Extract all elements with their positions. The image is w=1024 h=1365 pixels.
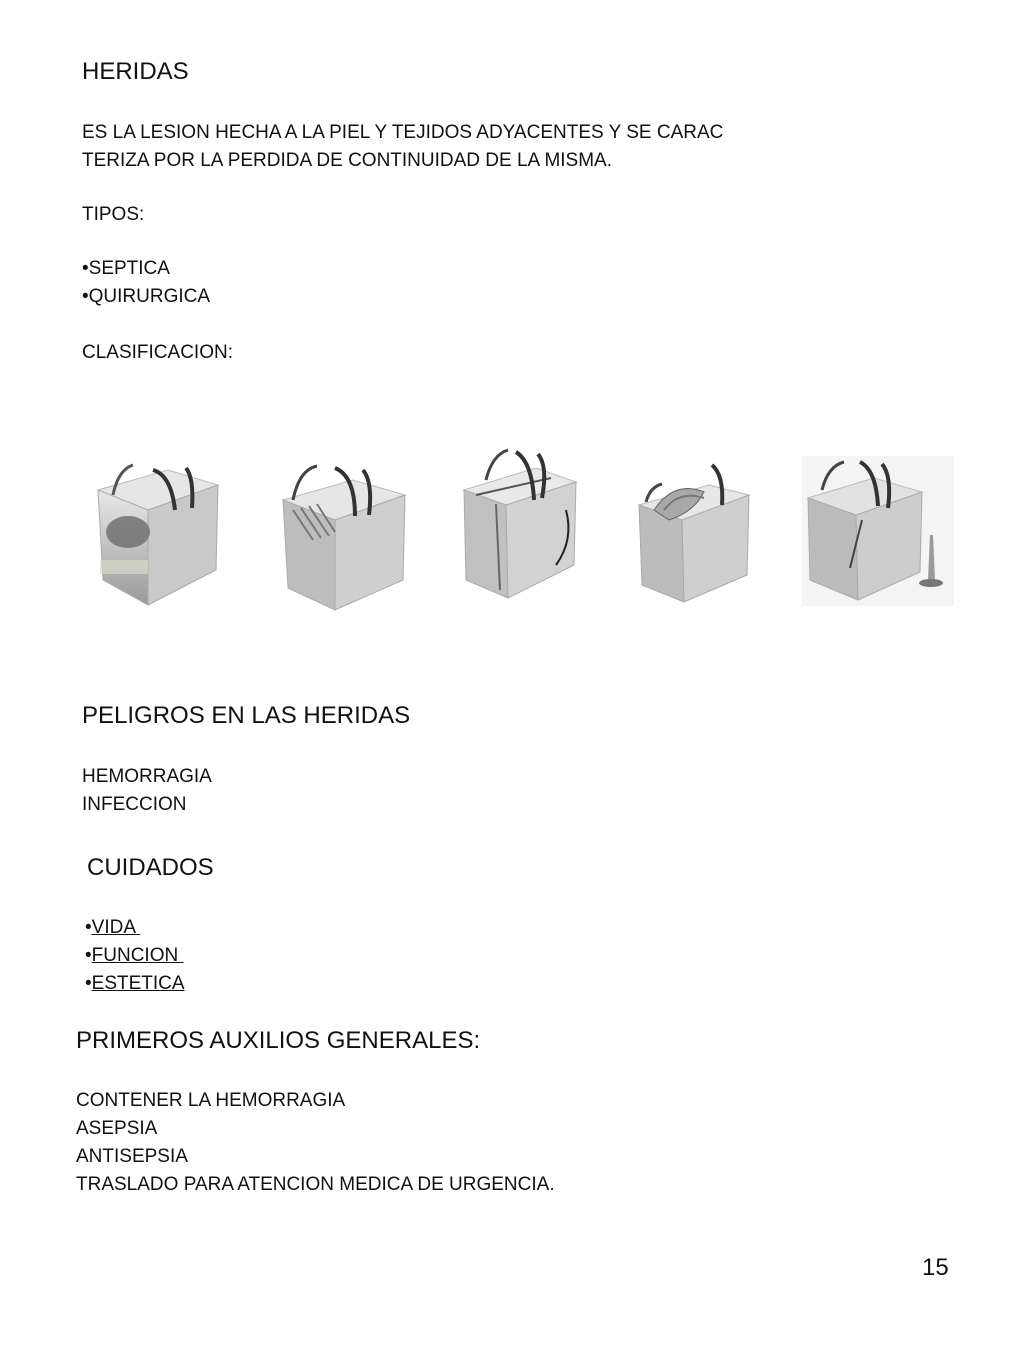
types-label: TIPOS: — [82, 204, 145, 225]
definition-text — [82, 119, 723, 175]
list-item: •ESTETICA — [85, 973, 185, 994]
page-number: 15 — [922, 1254, 949, 1281]
section-title-peligros: PELIGROS EN LAS HERIDAS — [82, 702, 411, 729]
section-title-heridas: HERIDAS — [82, 58, 189, 85]
list-item: ANTISEPSIA — [76, 1146, 188, 1167]
list-item-label: ESTETICA — [91, 973, 185, 994]
cuidados-list — [85, 914, 185, 998]
list-item: CONTENER LA HEMORRAGIA — [76, 1090, 346, 1111]
classification-label: CLASIFICACION: — [82, 342, 233, 363]
list-item: •SEPTICA — [82, 258, 170, 279]
primeros-auxilios-list — [76, 1087, 555, 1199]
list-item: INFECCION — [82, 794, 187, 815]
list-item: •VIDA — [85, 917, 141, 938]
skin-laceration-wound-icon — [273, 440, 433, 620]
types-list — [82, 255, 210, 311]
skin-avulsion-wound-icon — [634, 440, 794, 620]
wound-figures-row — [88, 440, 968, 620]
list-item: HEMORRAGIA — [82, 766, 212, 787]
list-item: •FUNCION — [85, 945, 184, 966]
skin-incised-wound-icon — [456, 440, 616, 620]
section-title-cuidados: CUIDADOS — [87, 854, 214, 881]
list-item-label: FUNCION — [91, 945, 184, 966]
skin-abrasion-wound-icon — [88, 440, 248, 620]
list-item: •QUIRURGICA — [82, 286, 211, 307]
list-item: TRASLADO PARA ATENCION MEDICA DE URGENCIA. — [76, 1174, 555, 1195]
skin-puncture-wound-icon — [802, 440, 962, 620]
section-title-primeros-auxilios: PRIMEROS AUXILIOS GENERALES: — [76, 1027, 481, 1054]
definition-line: ES LA LESION HECHA A LA PIEL Y TEJIDOS ADYACENTES Y SE CARAC — [82, 122, 724, 143]
list-item: ASEPSIA — [76, 1118, 158, 1139]
list-item-label: VIDA — [91, 917, 141, 938]
peligros-list — [82, 763, 212, 819]
definition-line: TERIZA POR LA PERDIDA DE CONTINUIDAD DE LA MISMA. — [82, 150, 612, 171]
